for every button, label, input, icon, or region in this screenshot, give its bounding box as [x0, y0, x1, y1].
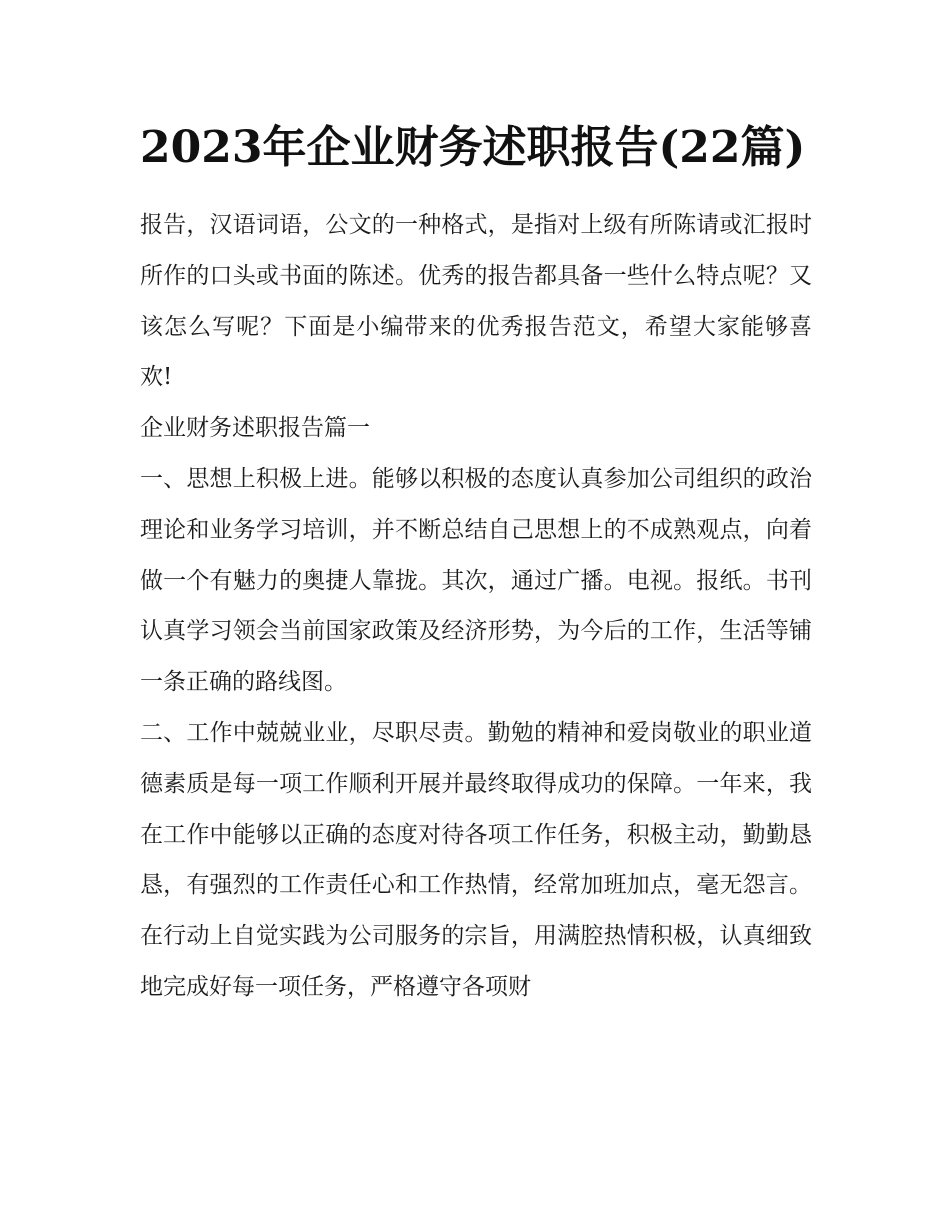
document-page [140, 112, 812, 1013]
body-paragraph: 二、工作中兢兢业业，尽职尽责。勤勉的精神和爱岗敬业的职业道德素质是每一项工作顺利开展并最终取得成功的保障。一年来，我在工作中能够以正确的态度对待各项工作任务，积极主动，勤勤恳恳，有强烈的工作责任心和工作热情，经常加班加点，毫无怨言。在行动上自觉实践为公司服务的宗旨，用满腔热情积极，认真细致地完成好每一项任务，严格遵守各项财 [140, 719, 812, 1000]
body-paragraph: 一、思想上积极上进。能够以积极的态度认真参加公司组织的政治理论和业务学习培训，并不断总结自己思想上的不成熟观点，向着做一个有魅力的奥捷人靠拢。其次，通过广播。电视。报纸。书刊认真学习领会当前国家政策及经济形势，为今后的工作，生活等铺一条正确的路线图。 [140, 465, 812, 696]
document-title: 2023年企业财务述职报告(22篇) [140, 122, 806, 173]
intro-paragraph: 报告，汉语词语，公文的一种格式，是指对上级有所陈请或汇报时所作的口头或书面的陈述。优秀的报告都具备一些什么特点呢？又该怎么写呢？下面是小编带来的优秀报告范文，希望大家能够喜欢! [140, 212, 812, 391]
document-body [140, 200, 812, 1013]
section-heading: 企业财务述职报告篇一 [140, 415, 370, 442]
